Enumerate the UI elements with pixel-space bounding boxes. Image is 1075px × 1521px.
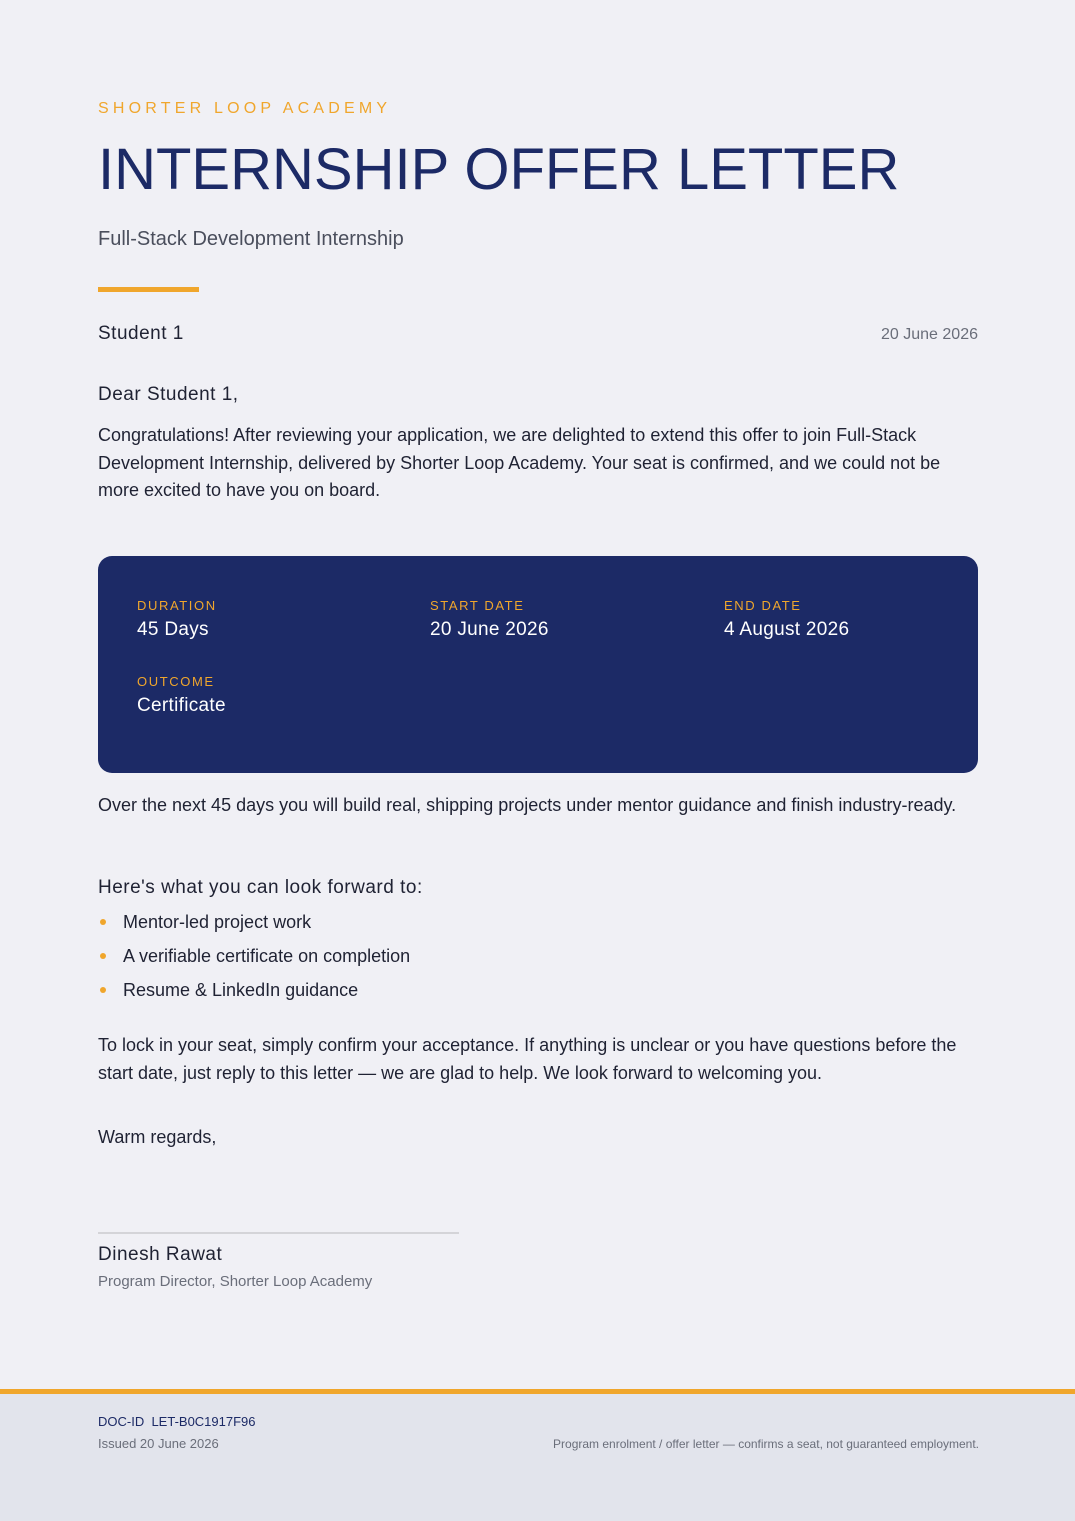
accent-divider: [98, 287, 199, 292]
brand-name: SHORTER LOOP ACADEMY: [98, 100, 392, 117]
document-footer: [0, 1389, 1075, 1521]
page-title: INTERNSHIP OFFER LETTER: [98, 137, 900, 202]
salutation: Dear Student 1,: [98, 384, 239, 405]
detail-end-date: [724, 598, 849, 641]
detail-label: START DATE: [430, 598, 525, 613]
footer-disclaimer: Program enrolment / offer letter — confirms a seat, not guaranteed employment.: [553, 1437, 979, 1451]
closing: Warm regards,: [98, 1127, 217, 1147]
benefit-text: Resume & LinkedIn guidance: [123, 980, 359, 1000]
program-details-card: [98, 556, 978, 773]
detail-value: 45 Days: [137, 619, 209, 640]
signature-line: [98, 1232, 459, 1234]
detail-label: END DATE: [724, 598, 802, 613]
detail-start-date: [430, 598, 549, 641]
letter-date: 20 June 2026: [881, 326, 978, 343]
bullet-icon: [100, 919, 106, 925]
detail-duration: [137, 598, 217, 641]
signer-title: Program Director, Shorter Loop Academy: [98, 1273, 373, 1290]
benefit-text: Mentor-led project work: [123, 912, 312, 932]
bullet-icon: [100, 953, 106, 959]
program-subtitle: Full-Stack Development Internship: [98, 228, 404, 250]
detail-value: 20 June 2026: [430, 619, 549, 640]
intro-paragraph: Congratulations! After reviewing your application, we are delighted to extend this offer to join Full-Stack Development Internship, delivered by Shorter Loop Academy. Your seat is confirmed, and we could not be more excited to have you on board.: [98, 425, 941, 500]
benefits-list: [98, 910, 410, 1012]
list-item: [98, 944, 410, 978]
detail-value: 4 August 2026: [724, 619, 850, 640]
signer-name: Dinesh Rawat: [98, 1244, 223, 1265]
list-item: [98, 910, 410, 944]
detail-outcome: [137, 674, 226, 717]
acceptance-paragraph: To lock in your seat, simply confirm your acceptance. If anything is unclear or you have questions before the start date, just reply to this letter — we are glad to help. We look forward to welcoming you.: [98, 1035, 957, 1083]
bullet-icon: [100, 987, 106, 993]
list-item: [98, 978, 410, 1012]
benefit-text: A verifiable certificate on completion: [123, 946, 411, 966]
detail-value: Certificate: [137, 695, 226, 716]
detail-label: OUTCOME: [137, 674, 215, 689]
issued-date: Issued 20 June 2026: [98, 1436, 219, 1451]
doc-id: DOC-ID LET-B0C1917F96: [98, 1414, 256, 1429]
program-overview-paragraph: Over the next 45 days you will build real, shipping projects under mentor guidance and finish industry-ready.: [98, 795, 957, 815]
benefits-heading: Here's what you can look forward to:: [98, 877, 423, 898]
detail-label: DURATION: [137, 598, 217, 613]
recipient-name: Student 1: [98, 323, 184, 344]
